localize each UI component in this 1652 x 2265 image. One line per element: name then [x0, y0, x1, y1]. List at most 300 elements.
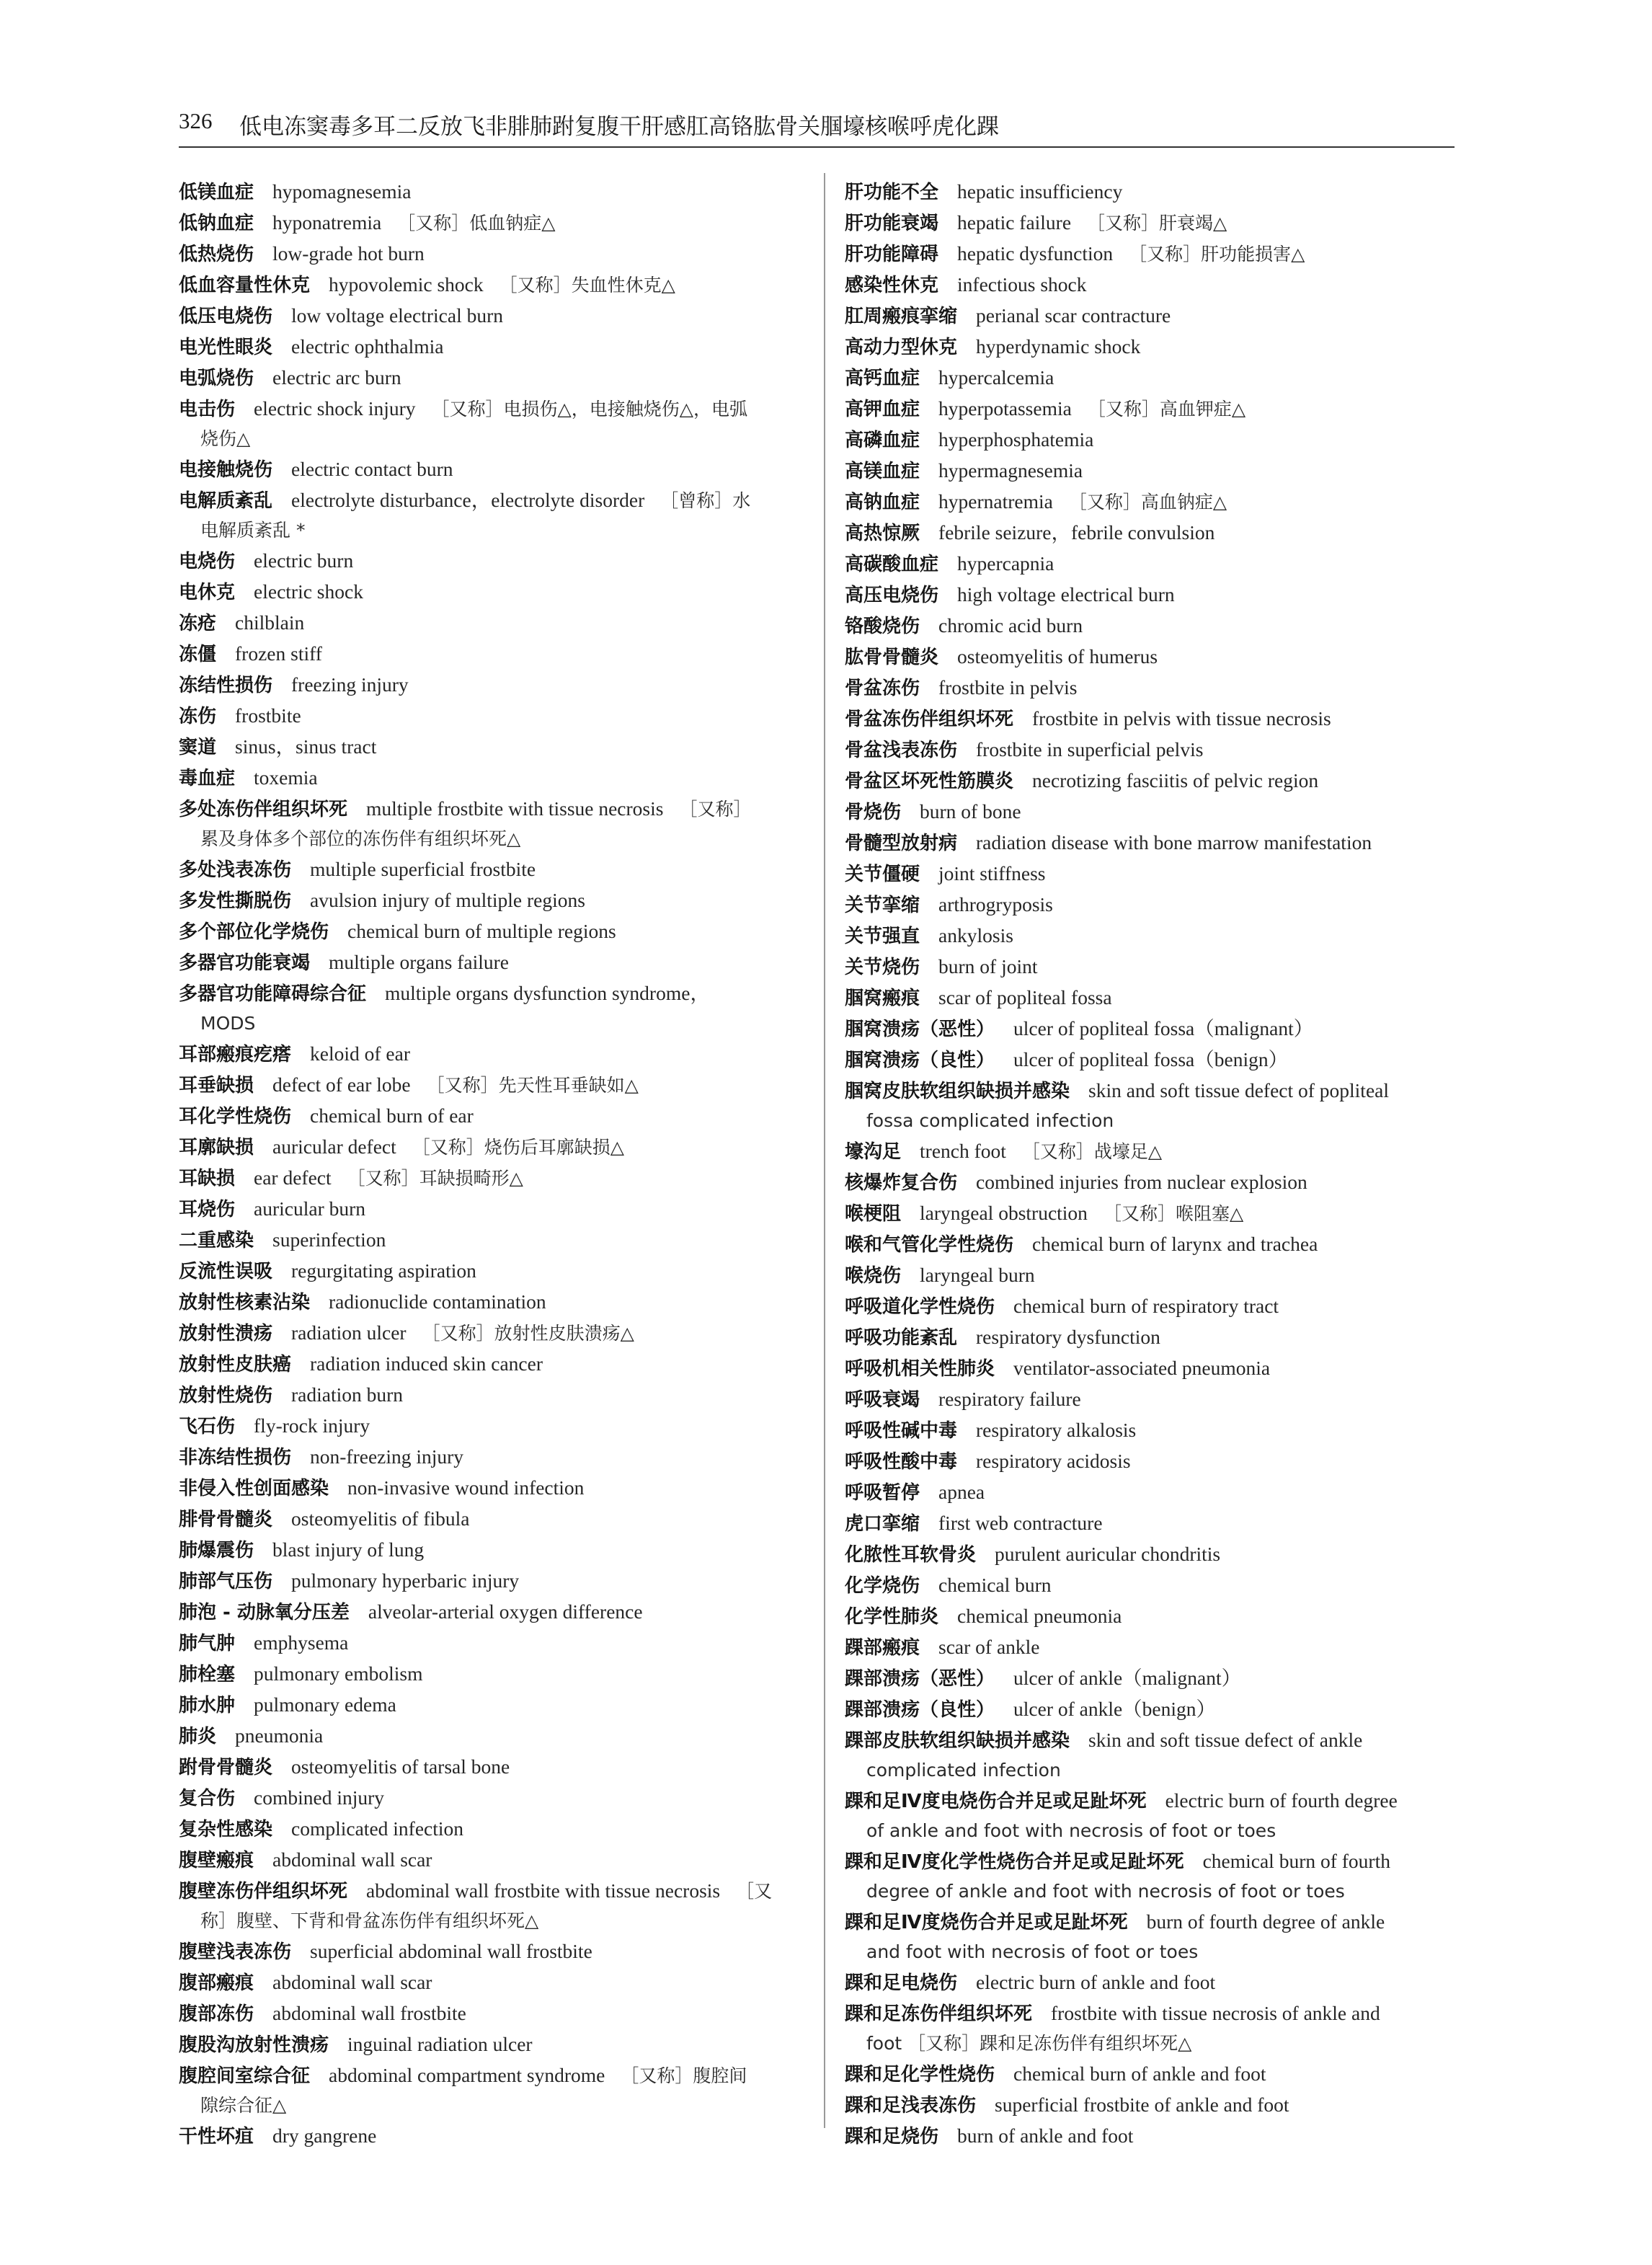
english-term: laryngeal burn	[920, 1264, 1035, 1286]
chinese-term: 肺炎	[179, 1726, 217, 1747]
glossary-entry	[845, 828, 1455, 859]
english-term: chemical burn of fourth	[1202, 1850, 1390, 1872]
glossary-entry	[179, 1504, 806, 1535]
glossary-entry	[845, 1167, 1455, 1198]
glossary-entry	[845, 673, 1455, 704]
chinese-term: 关节强直	[845, 926, 920, 947]
english-term: respiratory alkalosis	[976, 1419, 1137, 1441]
english-term: inguinal radiation ulcer	[347, 2033, 533, 2055]
glossary-entry	[179, 1070, 806, 1101]
glossary-entry	[179, 1998, 806, 2029]
english-term: ear defect	[254, 1166, 332, 1189]
english-term: necrotizing fasciitis of pelvic region	[1032, 769, 1319, 792]
alternate-name: ［又称］战壕足△	[1021, 1141, 1163, 1162]
chinese-term: 骨盆冻伤	[845, 678, 920, 699]
english-term: electrolyte disturbance，electrolyte disorder	[291, 489, 645, 511]
english-term: hypovolemic shock	[329, 273, 484, 296]
english-term: multiple organs dysfunction syndrome，	[385, 982, 710, 1004]
english-term: fly-rock injury	[254, 1414, 370, 1437]
glossary-entry	[845, 611, 1455, 642]
english-term: ulcer of popliteal fossa（malignant）	[1013, 1017, 1314, 1040]
chinese-term: 多发性撕脱伤	[179, 890, 292, 912]
glossary-entry	[179, 1566, 806, 1597]
chinese-term: 多处浅表冻伤	[179, 859, 292, 881]
glossary-entry	[845, 1477, 1455, 1508]
english-term: multiple frostbite with tissue necrosis	[366, 797, 664, 820]
entry-continuation: of ankle and foot with necrosis of foot or toes	[866, 1820, 1276, 1841]
chinese-term: 踝和足电烧伤	[845, 1972, 958, 1994]
english-term: electric ophthalmia	[291, 335, 444, 358]
chinese-term: 腹壁冻伤伴组织坏死	[179, 1881, 348, 1902]
glossary-entry	[179, 1535, 806, 1566]
glossary-entry	[845, 1998, 1455, 2059]
chinese-term: 腹壁浅表冻伤	[179, 1941, 292, 1963]
chinese-term: 踝部皮肤软组织缺损并感染	[845, 1730, 1070, 1752]
chinese-term: 耳烧伤	[179, 1199, 236, 1220]
glossary-entry	[179, 577, 806, 608]
chinese-term: 冻僵	[179, 644, 217, 665]
glossary-entry	[179, 1132, 806, 1163]
chinese-term: 呼吸机相关性肺炎	[845, 1358, 995, 1380]
chinese-term: 放射性核素沾染	[179, 1292, 311, 1313]
chinese-term: 踝和足冻伤伴组织坏死	[845, 2003, 1033, 2025]
glossary-entry	[845, 580, 1455, 611]
english-term: abdominal wall scar	[272, 1971, 432, 1993]
chinese-term: 呼吸性酸中毒	[845, 1451, 958, 1473]
chinese-term: 呼吸性碱中毒	[845, 1420, 958, 1442]
entry-continuation: 电解质紊乱 *	[200, 520, 306, 541]
english-term: frostbite	[235, 704, 301, 727]
english-term: radiation ulcer	[291, 1321, 407, 1344]
english-term: regurgitating aspiration	[291, 1259, 476, 1282]
glossary-entry	[179, 1597, 806, 1628]
header-index-characters: 低电冻窦毒多耳二反放飞非腓肺跗复腹干肝感肛高铬肱骨关腘壕核喉呼虎化踝	[239, 114, 999, 140]
english-term: arthrogryposis	[938, 893, 1053, 916]
chinese-term: 高动力型休克	[845, 337, 958, 358]
chinese-term: 肺部气压伤	[179, 1571, 273, 1592]
english-term: frostbite in pelvis	[938, 676, 1078, 699]
english-term: non-invasive wound infection	[347, 1476, 585, 1499]
chinese-term: 呼吸功能紊乱	[845, 1327, 958, 1349]
glossary-entry	[179, 1876, 806, 1936]
glossary-entry	[845, 1045, 1455, 1076]
chinese-term: 肝功能不全	[845, 182, 939, 203]
english-term: non-freezing injury	[310, 1445, 464, 1468]
glossary-entry	[845, 859, 1455, 890]
chinese-term: 肱骨骨髓炎	[845, 647, 939, 668]
alternate-name: ［又称］高血钠症△	[1068, 492, 1227, 513]
glossary-entry	[179, 208, 806, 239]
glossary-entry	[845, 2121, 1455, 2152]
english-term: avulsion injury of multiple regions	[310, 889, 585, 911]
chinese-term: 冻结性损伤	[179, 675, 273, 696]
chinese-term: 腘窝溃疡（良性）	[845, 1050, 995, 1071]
glossary-entry	[179, 454, 806, 485]
english-term: dry gangrene	[272, 2124, 377, 2147]
chinese-term: 踝和足化学性烧伤	[845, 2064, 995, 2086]
glossary-entry	[179, 363, 806, 394]
chinese-term: 高热惊厥	[845, 523, 920, 544]
english-term: chemical burn of ear	[310, 1104, 474, 1127]
chinese-term: 肝功能衰竭	[845, 213, 939, 234]
glossary-entry	[179, 485, 806, 546]
chinese-term: 电击伤	[179, 399, 236, 420]
chinese-term: 喉和气管化学性烧伤	[845, 1234, 1014, 1256]
chinese-term: 复杂性感染	[179, 1819, 273, 1840]
english-term: toxemia	[254, 766, 318, 789]
alternate-name: ［又称］高血钾症△	[1087, 399, 1246, 420]
chinese-term: 多处冻伤伴组织坏死	[179, 799, 348, 820]
glossary-entry	[179, 2029, 806, 2060]
entry-continuation: and foot with necrosis of foot or toes	[866, 1941, 1199, 1962]
english-term: complicated infection	[291, 1817, 464, 1840]
english-term: hyperphosphatemia	[938, 428, 1094, 451]
glossary-entry	[845, 2059, 1455, 2090]
chinese-term: 腘窝皮肤软组织缺损并感染	[845, 1081, 1070, 1102]
english-term: hypomagnesemia	[272, 180, 412, 203]
english-term: electric shock injury	[254, 397, 416, 420]
glossary-entry	[845, 518, 1455, 549]
glossary-entry	[845, 1632, 1455, 1663]
english-term: burn of bone	[920, 800, 1021, 823]
glossary-entry	[179, 1967, 806, 1998]
glossary-entry	[845, 1539, 1455, 1570]
glossary-entry	[845, 983, 1455, 1014]
english-term: hyponatremia	[272, 211, 382, 234]
entry-continuation: 烧伤△	[200, 428, 251, 449]
english-term: osteomyelitis of humerus	[957, 645, 1158, 668]
chinese-term: 呼吸暂停	[845, 1482, 920, 1504]
chinese-term: 低钠血症	[179, 213, 254, 234]
glossary-entry	[845, 1663, 1455, 1694]
english-term: hypermagnesemia	[938, 459, 1083, 482]
english-term: scar of popliteal fossa	[938, 986, 1112, 1009]
glossary-entry	[845, 1076, 1455, 1136]
chinese-term: 喉梗阻	[845, 1203, 902, 1225]
glossary-entry	[179, 1101, 806, 1132]
english-term: burn of fourth degree of ankle	[1146, 1910, 1385, 1933]
chinese-term: 高钠血症	[845, 492, 920, 513]
alternate-name: ［又称］喉阻塞△	[1103, 1203, 1244, 1224]
glossary-entry	[845, 1967, 1455, 1998]
chinese-term: 放射性皮肤癌	[179, 1354, 292, 1375]
chinese-term: 电光性眼炎	[179, 337, 273, 358]
chinese-term: 腹壁瘢痕	[179, 1850, 254, 1871]
english-term: hypercalcemia	[938, 366, 1054, 389]
glossary-entry	[845, 890, 1455, 921]
english-term: chilblain	[235, 611, 305, 634]
english-term: chemical burn	[938, 1574, 1052, 1596]
english-term: multiple superficial frostbite	[310, 858, 536, 880]
alternate-name: ［又称］低血钠症△	[397, 213, 556, 234]
english-term: hypercapnia	[957, 552, 1054, 575]
chinese-term: 肺泡 - 动脉氧分压差	[179, 1602, 350, 1623]
chinese-term: 多个部位化学烧伤	[179, 921, 329, 943]
chinese-term: 腹腔间室综合征	[179, 2065, 311, 2087]
glossary-entry	[179, 701, 806, 732]
chinese-term: 关节僵硬	[845, 864, 920, 885]
english-term: osteomyelitis of tarsal bone	[291, 1755, 510, 1778]
glossary-entry	[179, 670, 806, 701]
glossary-entry	[845, 456, 1455, 487]
glossary-entry	[179, 1411, 806, 1442]
glossary-entry	[179, 794, 806, 854]
chinese-term: 低血容量性休克	[179, 275, 311, 296]
english-term: blast injury of lung	[272, 1538, 425, 1561]
glossary-entry	[845, 177, 1455, 208]
glossary-entry	[845, 921, 1455, 952]
glossary-entry	[845, 1136, 1455, 1167]
alternate-name: ［又称］先天性耳垂缺如△	[426, 1075, 639, 1096]
glossary-entry	[179, 608, 806, 639]
chinese-term: 低压电烧伤	[179, 306, 273, 327]
english-term: sinus，sinus tract	[235, 735, 377, 758]
english-term: ventilator-associated pneumonia	[1013, 1357, 1271, 1379]
english-term: burn of ankle and foot	[957, 2124, 1134, 2147]
alternate-name: ［又称］肝功能损害△	[1129, 244, 1305, 265]
chinese-term: 耳廓缺损	[179, 1137, 254, 1158]
glossary-entry	[845, 1846, 1455, 1907]
alternate-name: ［曾称］水	[660, 490, 751, 511]
glossary-entry	[179, 1225, 806, 1256]
glossary-entry	[179, 978, 806, 1039]
english-term: hyperdynamic shock	[976, 335, 1141, 358]
glossary-entry	[845, 487, 1455, 518]
english-term: electric contact burn	[291, 458, 453, 480]
chinese-term: 高磷血症	[845, 430, 920, 451]
glossary-entry	[845, 208, 1455, 239]
glossary-entry	[179, 394, 806, 454]
alternate-name: ［又	[736, 1881, 773, 1902]
chinese-term: 非冻结性损伤	[179, 1447, 292, 1468]
chinese-term: 毒血症	[179, 768, 236, 789]
chinese-term: 腹部瘢痕	[179, 1972, 254, 1994]
chinese-term: 感染性休克	[845, 275, 939, 296]
glossary-entry	[845, 2090, 1455, 2121]
page-header	[179, 108, 1455, 144]
chinese-term: 呼吸道化学性烧伤	[845, 1296, 995, 1318]
chinese-term: 踝和足浅表冻伤	[845, 2095, 977, 2116]
english-term: pulmonary hyperbaric injury	[291, 1569, 520, 1592]
english-term: chemical burn of larynx and trachea	[1032, 1233, 1318, 1255]
chinese-term: 骨盆冻伤伴组织坏死	[845, 709, 1014, 730]
glossary-entry	[845, 1601, 1455, 1632]
english-term: frozen stiff	[235, 642, 322, 665]
english-term: joint stiffness	[938, 862, 1046, 885]
chinese-term: 干性坏疽	[179, 2126, 254, 2147]
glossary-entry	[179, 1936, 806, 1967]
english-term: electric burn	[254, 549, 354, 572]
glossary-entry	[845, 301, 1455, 332]
chinese-term: 骨盆浅表冻伤	[845, 740, 958, 761]
glossary-entry	[179, 1349, 806, 1380]
glossary-entry	[179, 1442, 806, 1473]
glossary-entry	[179, 1473, 806, 1504]
glossary-entry	[179, 763, 806, 794]
chinese-term: 化学性肺炎	[845, 1606, 939, 1628]
glossary-entry	[845, 1508, 1455, 1539]
glossary-entry	[179, 2060, 806, 2121]
chinese-term: 骨烧伤	[845, 802, 902, 823]
english-term: low-grade hot burn	[272, 242, 425, 265]
english-term: abdominal compartment syndrome	[329, 2064, 605, 2086]
glossary-entry	[845, 1725, 1455, 1786]
alternate-name: ［又称］电损伤△，电接触烧伤△，电弧	[431, 399, 747, 420]
english-term: trench foot	[920, 1140, 1006, 1162]
glossary-entry	[179, 732, 806, 763]
glossary-entry	[845, 363, 1455, 394]
chinese-term: 电烧伤	[179, 551, 236, 572]
glossary-entry	[179, 639, 806, 670]
chinese-term: 肝功能障碍	[845, 244, 939, 265]
english-term: emphysema	[254, 1631, 349, 1654]
english-term: defect of ear lobe	[272, 1073, 411, 1096]
chinese-term: 高钙血症	[845, 368, 920, 389]
glossary-entry	[845, 1229, 1455, 1260]
chinese-term: 腹股沟放射性溃疡	[179, 2034, 329, 2056]
glossary-entry	[179, 1845, 806, 1876]
chinese-term: 耳垂缺损	[179, 1075, 254, 1096]
english-term: purulent auricular chondritis	[995, 1543, 1221, 1565]
english-term: respiratory acidosis	[976, 1450, 1131, 1472]
english-term: apnea	[938, 1481, 985, 1503]
english-term: chemical pneumonia	[957, 1605, 1122, 1627]
chinese-term: 关节烧伤	[845, 957, 920, 978]
chinese-term: 复合伤	[179, 1788, 236, 1809]
glossary-entry	[179, 270, 806, 301]
alternate-name: ［又称］放射性皮肤溃疡△	[422, 1323, 634, 1344]
chinese-term: 高镁血症	[845, 461, 920, 482]
chinese-term: 踝和足烧伤	[845, 2126, 939, 2147]
glossary-entry	[179, 1814, 806, 1845]
glossary-entry	[179, 916, 806, 947]
glossary-entry	[179, 854, 806, 885]
english-term: skin and soft tissue defect of ankle	[1088, 1729, 1363, 1751]
glossary-entry	[179, 1163, 806, 1194]
english-term: hypernatremia	[938, 490, 1053, 513]
glossary-entry	[845, 1570, 1455, 1601]
column-divider	[824, 173, 825, 2128]
english-term: abdominal wall scar	[272, 1848, 432, 1871]
glossary-entry	[845, 642, 1455, 673]
alternate-name: ［又称］失血性休克△	[499, 275, 675, 296]
glossary-entry	[845, 1353, 1455, 1384]
glossary-entry	[179, 1287, 806, 1318]
chinese-term: 腓骨骨髓炎	[179, 1509, 273, 1530]
english-term: combined injuries from nuclear explosion	[976, 1171, 1307, 1193]
entry-continuation: fossa complicated infection	[866, 1110, 1114, 1131]
glossary-entry	[845, 239, 1455, 270]
entry-continuation: 累及身体多个部位的冻伤伴有组织坏死△	[200, 828, 521, 849]
glossary-entry	[845, 766, 1455, 797]
glossary-entry	[845, 1415, 1455, 1446]
english-term: pulmonary edema	[254, 1693, 396, 1716]
glossary-entry	[845, 735, 1455, 766]
glossary-entry	[179, 1721, 806, 1752]
header-rule	[179, 146, 1455, 148]
english-term: radiation induced skin cancer	[310, 1352, 543, 1375]
chinese-term: 耳化学性烧伤	[179, 1106, 292, 1127]
chinese-term: 关节挛缩	[845, 895, 920, 916]
chinese-term: 骨髓型放射病	[845, 833, 958, 854]
chinese-term: 肺栓塞	[179, 1664, 236, 1685]
chinese-term: 放射性溃疡	[179, 1323, 273, 1344]
glossary-entry	[179, 239, 806, 270]
english-term: pulmonary embolism	[254, 1662, 423, 1685]
english-term: chemical burn of multiple regions	[347, 920, 616, 942]
english-term: abdominal wall frostbite	[272, 2002, 466, 2024]
english-term: superinfection	[272, 1228, 386, 1251]
chinese-term: 骨盆区坏死性筋膜炎	[845, 771, 1014, 792]
chinese-term: 踝和足Ⅳ度电烧伤合并足或足趾坏死	[845, 1791, 1147, 1812]
glossary-entry	[845, 549, 1455, 580]
glossary-entry	[179, 177, 806, 208]
glossary-entry	[845, 952, 1455, 983]
english-term: hepatic insufficiency	[957, 180, 1123, 203]
entry-continuation: MODS	[200, 1013, 256, 1034]
entry-continuation: 隙综合征△	[200, 2095, 287, 2116]
english-term: superficial frostbite of ankle and foot	[995, 2093, 1289, 2116]
english-term: radiation burn	[291, 1383, 404, 1406]
english-term: ulcer of ankle（malignant）	[1013, 1667, 1242, 1689]
glossary-entry	[845, 1291, 1455, 1322]
left-column	[179, 177, 806, 2152]
entry-continuation: degree of ankle and foot with necrosis of foot or toes	[866, 1881, 1345, 1902]
glossary-entry	[845, 704, 1455, 735]
chinese-term: 踝部瘢痕	[845, 1637, 920, 1659]
chinese-term: 低热烧伤	[179, 244, 254, 265]
glossary-entry	[845, 1384, 1455, 1415]
english-term: respiratory failure	[938, 1388, 1081, 1410]
english-term: ulcer of popliteal fossa（benign）	[1013, 1048, 1289, 1071]
chinese-term: 电解质紊乱	[179, 490, 273, 512]
chinese-term: 冻疮	[179, 613, 217, 634]
glossary-entry	[179, 1690, 806, 1721]
chinese-term: 冻伤	[179, 706, 217, 727]
english-term: radiation disease with bone marrow manifestation	[976, 831, 1372, 854]
chinese-term: 喉烧伤	[845, 1265, 902, 1287]
glossary-entry	[845, 1260, 1455, 1291]
chinese-term: 踝部溃疡（恶性）	[845, 1668, 995, 1690]
chinese-term: 呼吸衰竭	[845, 1389, 920, 1411]
right-column	[845, 177, 1455, 2152]
english-term: electric burn of fourth degree	[1165, 1789, 1398, 1812]
english-term: electric arc burn	[272, 366, 401, 389]
english-term: ankylosis	[938, 924, 1013, 947]
english-term: osteomyelitis of fibula	[291, 1507, 470, 1530]
glossary-entry	[845, 1446, 1455, 1477]
english-term: laryngeal obstruction	[920, 1202, 1088, 1224]
english-term: alveolar-arterial oxygen difference	[368, 1600, 643, 1623]
glossary-entry	[179, 301, 806, 332]
alternate-name: ［又称］肝衰竭△	[1087, 213, 1227, 234]
chinese-term: 踝和足Ⅳ度化学性烧伤合并足或足趾坏死	[845, 1851, 1184, 1873]
english-term: skin and soft tissue defect of popliteal	[1088, 1079, 1390, 1102]
glossary-entry	[845, 1907, 1455, 1967]
glossary-entry	[179, 1783, 806, 1814]
english-term: keloid of ear	[310, 1042, 410, 1065]
english-term: hyperpotassemia	[938, 397, 1072, 420]
page-number: 326	[179, 108, 213, 133]
english-term: combined injury	[254, 1786, 385, 1809]
glossary-entry	[845, 1322, 1455, 1353]
english-term: perianal scar contracture	[976, 304, 1171, 327]
english-term: first web contracture	[938, 1512, 1103, 1534]
english-term: ulcer of ankle（benign）	[1013, 1698, 1217, 1720]
english-term: multiple organs failure	[329, 951, 509, 973]
chinese-term: 耳缺损	[179, 1168, 236, 1189]
chinese-term: 铬酸烧伤	[845, 616, 920, 637]
